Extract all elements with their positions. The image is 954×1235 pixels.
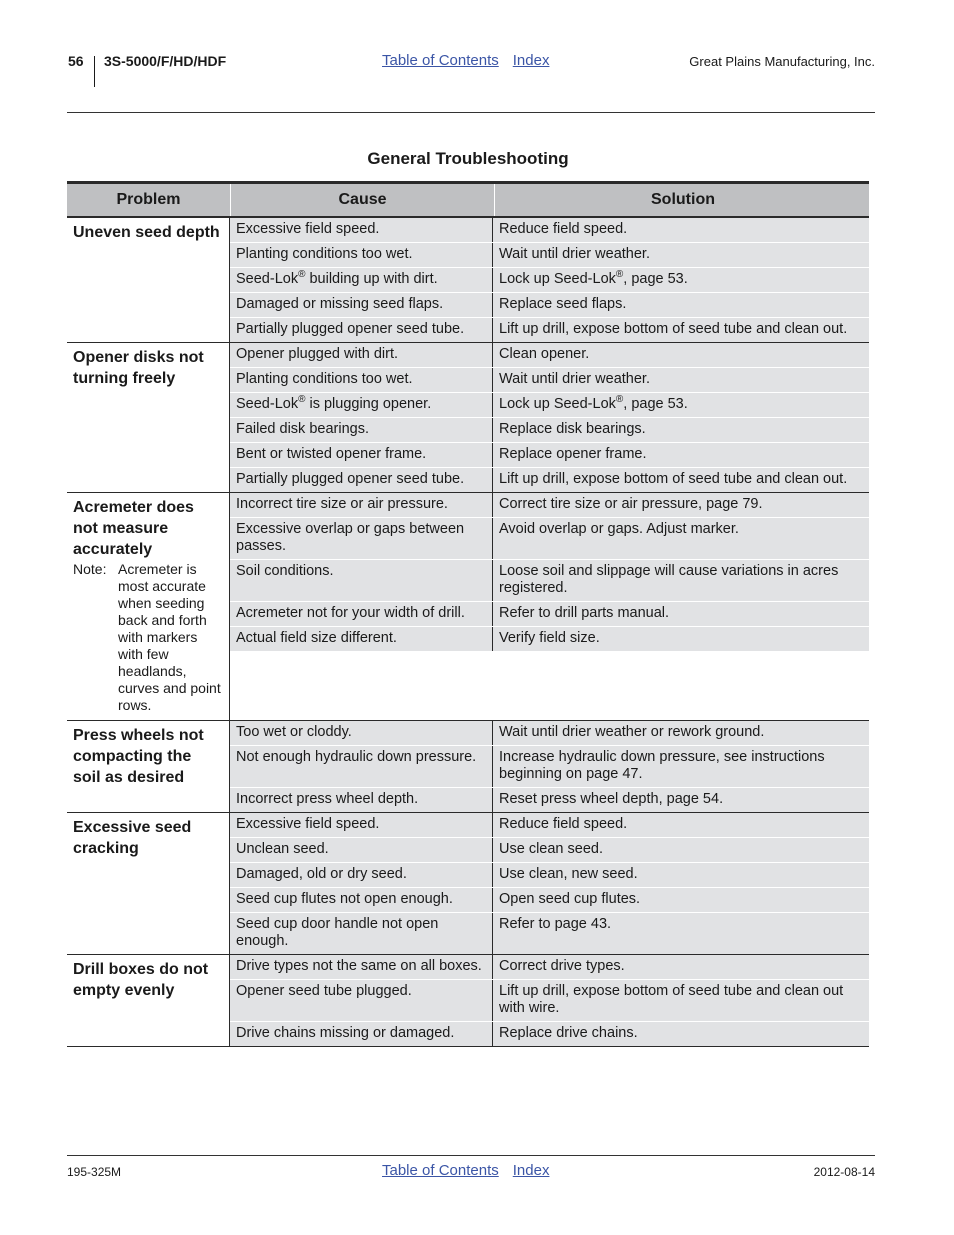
solution-cell: Lift up drill, expose bottom of seed tube and clean out with wire. [499, 983, 844, 1016]
table-row [230, 268, 869, 293]
cause-solution-rows [230, 721, 869, 812]
solution-cell: Wait until drier weather or rework ground. [499, 724, 765, 740]
cause-text: Seed-Lok [236, 396, 299, 412]
cause-cell: Opener seed tube plugged. [230, 980, 493, 1021]
footer-nav [382, 1162, 549, 1179]
cause-cell [230, 393, 493, 417]
cause-cell: Drive chains missing or damaged. [230, 1022, 493, 1046]
cause-cell: Excessive field speed. [230, 813, 493, 837]
note-text: Acremeter is most accurate when seeding back and forth with markers with few headlands, curves and point rows. [118, 561, 221, 713]
table-row [230, 493, 869, 518]
column-header-cause: Cause [230, 184, 494, 216]
problem-title: Acremeter does not measure accurately [73, 499, 194, 558]
table-row [230, 813, 869, 838]
model-name: 3S-5000/F/HD/HDF [104, 53, 227, 69]
index-link[interactable]: Index [512, 1162, 550, 1179]
registered-mark: ® [615, 394, 624, 405]
cause-cell: Partially plugged opener seed tube. [230, 318, 493, 342]
table-row [230, 218, 869, 243]
column-header-solution: Solution [494, 184, 871, 216]
cause-cell: Planting conditions too wet. [230, 243, 493, 267]
table-row [230, 293, 869, 318]
page-number: 56 [68, 53, 84, 69]
solution-cell: Lift up drill, expose bottom of seed tube and clean out. [499, 321, 848, 337]
problem-cell [67, 721, 230, 812]
table-row [230, 368, 869, 393]
cause-cell: Actual field size different. [230, 627, 493, 651]
table-header [67, 181, 869, 218]
problem-cell [67, 493, 230, 720]
solution-cell: Correct tire size or air pressure, page 79. [499, 496, 763, 512]
table-body [67, 218, 869, 1047]
problem-cell [67, 218, 230, 342]
table-row [230, 627, 869, 651]
document-number: 195-325M [67, 1165, 122, 1179]
solution-cell: Reset press wheel depth, page 54. [499, 791, 724, 807]
header-nav [382, 52, 549, 69]
table-row [230, 746, 869, 788]
solution-text: Lock up Seed-Lok [499, 396, 616, 412]
cause-cell: Seed cup door handle not open enough. [230, 913, 493, 954]
cause-cell: Bent or twisted opener frame. [230, 443, 493, 467]
index-link[interactable]: Index [512, 52, 550, 69]
solution-cell: Increase hydraulic down pressure, see instructions beginning on page 47. [499, 749, 825, 782]
cause-cell: Incorrect press wheel depth. [230, 788, 493, 812]
cause-cell [230, 268, 493, 292]
problem-title: Excessive seed cracking [73, 819, 192, 857]
table-row [230, 443, 869, 468]
table-row [230, 318, 869, 342]
table-row [230, 468, 869, 492]
page-footer [0, 1150, 954, 1190]
problem-cell [67, 813, 230, 954]
cause-text: Seed-Lok [236, 271, 299, 287]
table-row [230, 955, 869, 980]
cause-cell: Acremeter not for your width of drill. [230, 602, 493, 626]
table-row [230, 980, 869, 1022]
problem-note [73, 561, 223, 714]
cause-cell: Excessive field speed. [230, 218, 493, 242]
troubleshooting-table [67, 181, 869, 1047]
solution-cell: Reduce field speed. [499, 221, 628, 237]
problem-group [67, 218, 869, 343]
table-row [230, 1022, 869, 1046]
table-row [230, 863, 869, 888]
cause-solution-rows [230, 218, 869, 342]
table-row [230, 393, 869, 418]
solution-cell: Replace seed flaps. [499, 296, 627, 312]
cause-cell: Soil conditions. [230, 560, 493, 601]
cause-cell: Not enough hydraulic down pressure. [230, 746, 493, 787]
cause-cell: Unclean seed. [230, 838, 493, 862]
solution-text: Lock up Seed-Lok [499, 271, 616, 287]
table-row [230, 243, 869, 268]
problem-group [67, 493, 869, 721]
cause-solution-rows [230, 813, 869, 954]
solution-cell: Replace disk bearings. [499, 421, 646, 437]
problem-group [67, 721, 869, 813]
solution-cell [493, 268, 869, 292]
solution-cell: Clean opener. [499, 346, 590, 362]
header-rule [67, 112, 875, 113]
cause-cell: Failed disk bearings. [230, 418, 493, 442]
solution-text: , page 53. [623, 396, 688, 412]
cause-solution-rows [230, 955, 869, 1046]
note-label: Note: [73, 561, 107, 577]
cause-solution-rows [230, 493, 869, 720]
problem-group [67, 343, 869, 493]
table-of-contents-link[interactable]: Table of Contents [382, 1162, 499, 1179]
table-row [230, 913, 869, 954]
cause-cell: Damaged or missing seed flaps. [230, 293, 493, 317]
header-divider [94, 56, 95, 87]
cause-cell: Damaged, old or dry seed. [230, 863, 493, 887]
cause-cell: Partially plugged opener seed tube. [230, 468, 493, 492]
table-of-contents-link[interactable]: Table of Contents [382, 52, 499, 69]
footer-rule [67, 1155, 875, 1156]
company-name: Great Plains Manufacturing, Inc. [689, 54, 875, 69]
problem-title: Press wheels not compacting the soil as desired [73, 727, 204, 786]
publication-date: 2012-08-14 [813, 1165, 875, 1179]
column-header-problem: Problem [116, 191, 181, 208]
cause-text: building up with dirt. [305, 271, 438, 287]
registered-mark: ® [298, 269, 306, 280]
cause-cell: Excessive overlap or gaps between passes. [230, 518, 493, 559]
table-row [230, 560, 869, 602]
problem-title: Uneven seed depth [73, 224, 220, 241]
solution-cell: Verify field size. [499, 630, 600, 646]
table-row [230, 838, 869, 863]
table-row [230, 788, 869, 812]
solution-cell: Refer to drill parts manual. [499, 605, 670, 621]
registered-mark: ® [615, 269, 624, 280]
problem-group [67, 955, 869, 1047]
problem-cell [67, 343, 230, 492]
table-row [230, 343, 869, 368]
solution-cell: Wait until drier weather. [499, 371, 650, 387]
solution-cell [493, 393, 869, 417]
solution-cell: Use clean, new seed. [499, 866, 638, 882]
cause-text: is plugging opener. [305, 396, 432, 412]
problem-title: Opener disks not turning freely [73, 349, 204, 387]
table-row [230, 418, 869, 443]
problem-group [67, 813, 869, 955]
solution-cell: Loose soil and slippage will cause variations in acres registered. [499, 563, 839, 596]
solution-text: , page 53. [623, 271, 688, 287]
solution-cell: Avoid overlap or gaps. Adjust marker. [499, 521, 739, 537]
cause-cell: Incorrect tire size or air pressure. [230, 493, 493, 517]
solution-cell: Replace drive chains. [499, 1025, 638, 1041]
solution-cell: Wait until drier weather. [499, 246, 650, 262]
solution-cell: Correct drive types. [499, 958, 625, 974]
cause-cell: Drive types not the same on all boxes. [230, 955, 493, 979]
solution-cell: Replace opener frame. [499, 446, 647, 462]
solution-cell: Use clean seed. [499, 841, 603, 857]
table-row [230, 721, 869, 746]
solution-cell: Open seed cup flutes. [499, 891, 641, 907]
table-row [230, 888, 869, 913]
cause-cell: Too wet or cloddy. [230, 721, 493, 745]
problem-cell [67, 955, 230, 1046]
cause-solution-rows [230, 343, 869, 492]
solution-cell: Reduce field speed. [499, 816, 628, 832]
cause-cell: Seed cup flutes not open enough. [230, 888, 493, 912]
table-row [230, 518, 869, 560]
solution-cell: Lift up drill, expose bottom of seed tube and clean out. [499, 471, 848, 487]
solution-cell: Refer to page 43. [499, 916, 612, 932]
registered-mark: ® [298, 394, 306, 405]
cause-cell: Planting conditions too wet. [230, 368, 493, 392]
table-row [230, 602, 869, 627]
page-header [0, 0, 954, 115]
problem-title: Drill boxes do not empty evenly [73, 961, 209, 999]
page-title: General Troubleshooting [367, 149, 569, 168]
cause-cell: Opener plugged with dirt. [230, 343, 493, 367]
